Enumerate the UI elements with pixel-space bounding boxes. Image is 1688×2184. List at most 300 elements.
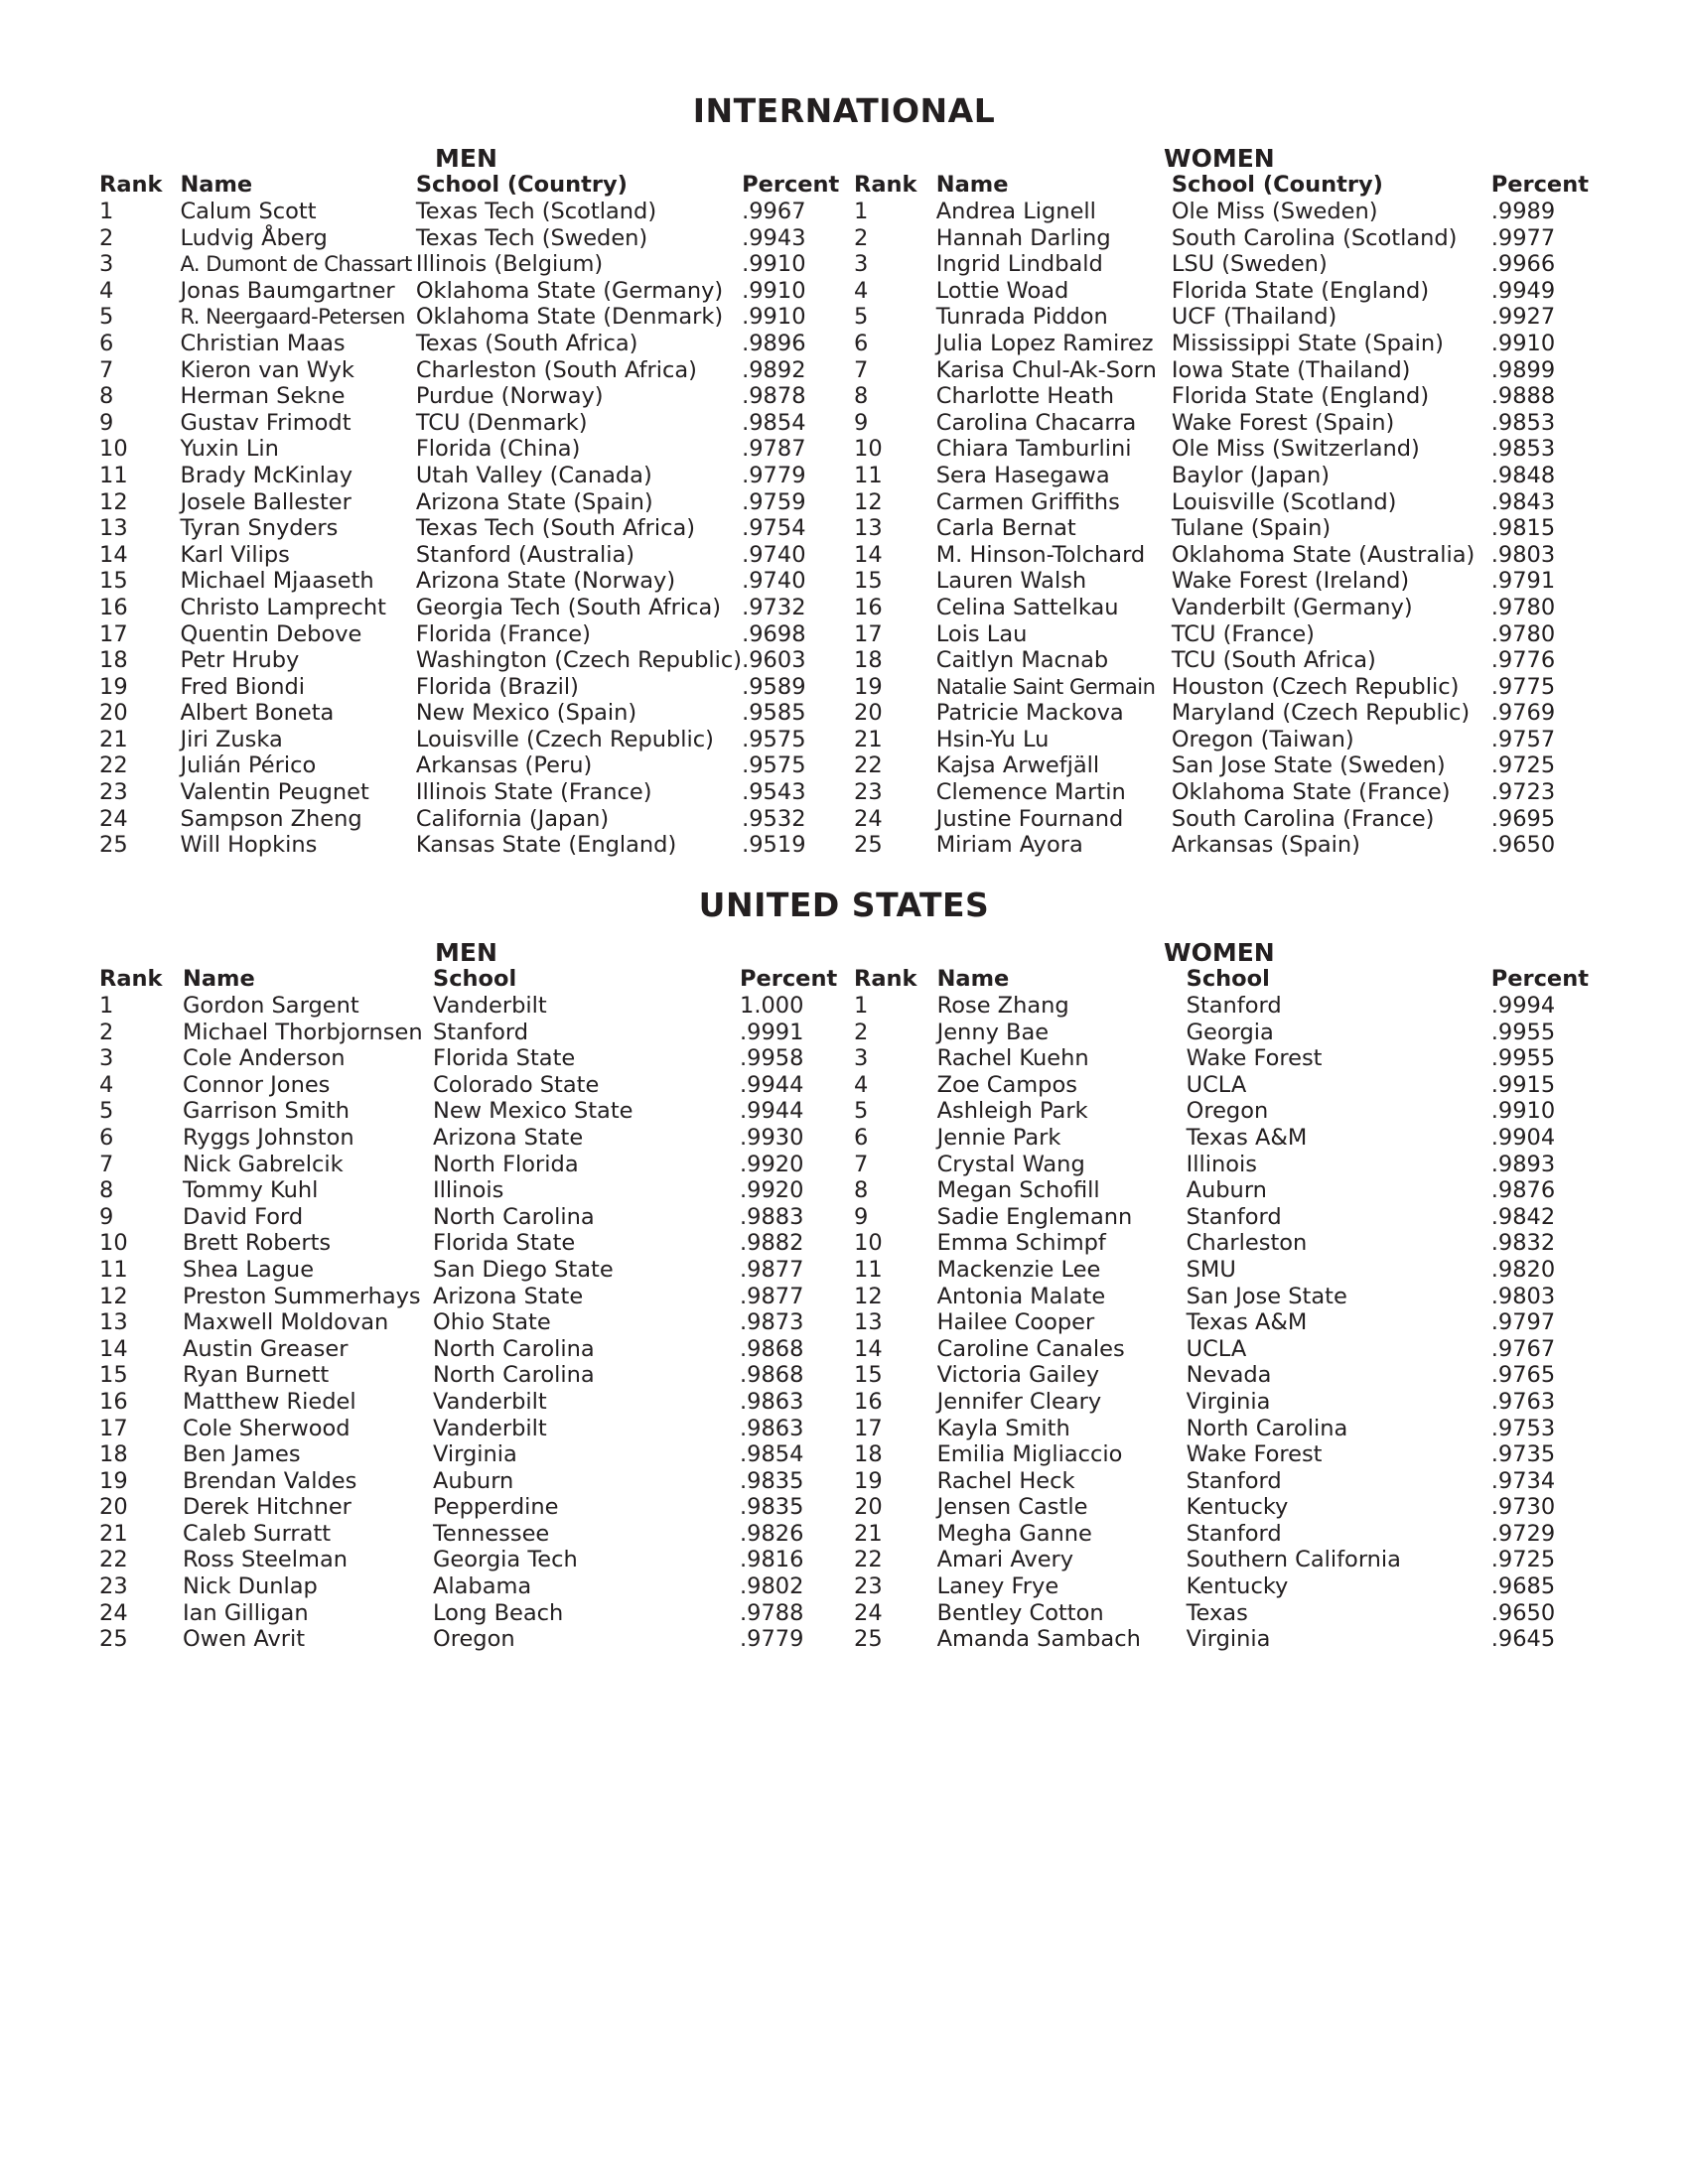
- school-cell: Wake Forest (Spain): [1171, 409, 1395, 436]
- rank-cell: 24: [854, 1599, 883, 1626]
- table-row: [854, 1177, 1589, 1204]
- school-cell: UCF (Thailand): [1171, 304, 1337, 331]
- percent-cell: .9899: [1490, 356, 1556, 383]
- player-name-cell: Ross Steelman: [183, 1547, 348, 1573]
- player-name-cell: Jensen Castle: [936, 1494, 1088, 1521]
- table-row: [99, 463, 854, 489]
- player-name-cell: Connor Jones: [183, 1071, 331, 1098]
- rank-cell: 14: [99, 1335, 128, 1362]
- school-cell: TCU (South Africa): [1171, 647, 1376, 674]
- table-row: [99, 568, 854, 595]
- rank-cell: 23: [99, 779, 128, 806]
- united-states-title: UNITED STATES: [698, 886, 990, 924]
- table-row: [854, 1441, 1589, 1468]
- school-cell: Colorado State: [433, 1071, 600, 1098]
- school-cell: Vanderbilt: [433, 1415, 547, 1441]
- school-cell: North Carolina: [1186, 1415, 1348, 1441]
- percent-cell: .9802: [740, 1573, 804, 1600]
- percent-cell: .9779: [742, 462, 806, 488]
- player-name-cell: Garrison Smith: [183, 1098, 351, 1125]
- school-cell: Vanderbilt: [433, 1388, 547, 1415]
- school-cell: TCU (Denmark): [415, 409, 588, 436]
- percent-cell: .9835: [740, 1494, 804, 1521]
- table-row: [854, 1072, 1589, 1099]
- school-cell: Oklahoma State (France): [1171, 779, 1451, 806]
- international-women-table: [854, 171, 1589, 859]
- table-row: [99, 383, 854, 410]
- table-row: [99, 1389, 854, 1416]
- table-row: [854, 1521, 1589, 1548]
- school-header: School: [433, 966, 517, 992]
- school-cell: Iowa State (Thailand): [1171, 356, 1411, 383]
- percent-cell: .9765: [1490, 1362, 1556, 1389]
- percent-cell: .9868: [740, 1335, 804, 1362]
- rank-cell: 7: [99, 356, 114, 383]
- percent-cell: .9883: [740, 1203, 804, 1230]
- percent-cell: .9910: [742, 251, 806, 278]
- school-cell: Arizona State: [433, 1283, 584, 1309]
- percent-cell: .9877: [740, 1283, 804, 1309]
- player-name-cell: Natalie Saint Germain: [935, 674, 1156, 699]
- rank-cell: 19: [854, 1467, 883, 1494]
- table-row: [854, 1494, 1589, 1521]
- school-cell: San Jose State (Sweden): [1171, 752, 1446, 779]
- percent-cell: .9927: [1490, 304, 1556, 331]
- table-row: [854, 1416, 1589, 1442]
- percent-cell: .9791: [1490, 568, 1556, 595]
- table-row: [854, 383, 1589, 410]
- school-cell: Wake Forest: [1186, 1045, 1323, 1072]
- rank-cell: 18: [854, 1441, 883, 1468]
- rank-cell: 2: [854, 224, 869, 251]
- percent-cell: .9868: [740, 1362, 804, 1389]
- rank-cell: 10: [99, 1230, 128, 1257]
- table-row: [854, 225, 1589, 252]
- rank-cell: 21: [854, 1520, 883, 1547]
- school-cell: Wake Forest (Ireland): [1171, 568, 1410, 595]
- table-row: [854, 1468, 1589, 1495]
- rank-header: Rank: [99, 172, 163, 198]
- school-cell: Baylor (Japan): [1171, 462, 1331, 488]
- rank-cell: 12: [854, 488, 883, 515]
- player-name-cell: Ben James: [183, 1441, 301, 1468]
- united-states-men: [99, 938, 854, 1653]
- rank-cell: 25: [854, 832, 883, 859]
- percent-cell: .9769: [1490, 700, 1556, 727]
- percent-cell: .9788: [740, 1599, 804, 1626]
- player-name-cell: Josele Ballester: [180, 488, 352, 515]
- player-name-cell: Ingrid Lindbald: [935, 251, 1103, 278]
- player-name-cell: Michael Mjaaseth: [180, 568, 374, 595]
- school-cell: Long Beach: [433, 1599, 564, 1626]
- table-row: [99, 1521, 854, 1548]
- percent-cell: .9730: [1490, 1494, 1556, 1521]
- school-cell: San Diego State: [433, 1256, 614, 1283]
- school-cell: Georgia Tech (South Africa): [415, 594, 722, 620]
- table-row: [854, 621, 1589, 648]
- table-row: [99, 1309, 854, 1336]
- percent-cell: .9966: [1490, 251, 1556, 278]
- percent-cell: .9854: [742, 409, 806, 436]
- player-name-cell: Amari Avery: [936, 1547, 1074, 1573]
- school-cell: Arizona State (Spain): [415, 488, 653, 515]
- rank-cell: 15: [854, 1362, 883, 1389]
- table-row: [854, 1098, 1589, 1125]
- rank-cell: 6: [854, 1124, 869, 1151]
- rank-cell: 15: [854, 568, 883, 595]
- rank-cell: 25: [99, 832, 128, 859]
- percent-cell: .9930: [740, 1124, 804, 1151]
- rank-cell: 5: [99, 304, 114, 331]
- table-row: [854, 357, 1589, 384]
- school-cell: Purdue (Norway): [415, 383, 604, 410]
- school-cell: Oklahoma State (Denmark): [415, 304, 724, 331]
- table-row: [854, 779, 1589, 806]
- school-cell: Washington (Czech Republic): [415, 647, 743, 674]
- school-cell: Vanderbilt: [433, 993, 547, 1019]
- school-cell: Kansas State (England): [415, 832, 677, 859]
- table-row: [99, 1204, 854, 1231]
- percent-cell: .9967: [742, 199, 806, 224]
- player-name-cell: Amanda Sambach: [936, 1626, 1141, 1653]
- rank-cell: 10: [854, 1230, 883, 1257]
- international-men: [99, 144, 854, 859]
- rank-cell: 20: [99, 700, 128, 727]
- percent-cell: .9888: [1490, 383, 1556, 410]
- school-cell: South Carolina (France): [1171, 805, 1435, 832]
- table-row: [854, 1045, 1589, 1072]
- table-row: [99, 779, 854, 806]
- rank-cell: 9: [99, 409, 114, 436]
- table-row: [99, 595, 854, 621]
- school-cell: Stanford: [1186, 1203, 1282, 1230]
- school-cell: Arizona State (Norway): [415, 568, 676, 595]
- rank-cell: 22: [854, 1547, 883, 1573]
- percent-cell: .9698: [742, 620, 806, 647]
- rank-cell: 16: [854, 1388, 883, 1415]
- percent-cell: .9650: [1490, 1599, 1556, 1626]
- player-name-cell: Mackenzie Lee: [936, 1256, 1101, 1283]
- school-cell: Ohio State: [433, 1309, 551, 1336]
- table-row: [854, 1626, 1589, 1653]
- school-cell: Wake Forest: [1186, 1441, 1323, 1468]
- rank-cell: 18: [99, 647, 128, 674]
- rank-cell: 12: [99, 488, 128, 515]
- player-name-cell: Cole Sherwood: [183, 1415, 351, 1441]
- table-row: [854, 1230, 1589, 1257]
- percent-cell: .9863: [740, 1415, 804, 1441]
- rank-cell: 11: [854, 1256, 883, 1283]
- school-cell: Southern California: [1186, 1547, 1401, 1573]
- table-row: [854, 595, 1589, 621]
- rank-cell: 17: [854, 1415, 883, 1441]
- player-name-cell: Celina Sattelkau: [935, 594, 1119, 620]
- table-row: [99, 1072, 854, 1099]
- player-name-cell: Owen Avrit: [183, 1626, 306, 1653]
- percent-cell: .9767: [1490, 1335, 1556, 1362]
- player-name-cell: Rachel Heck: [936, 1467, 1075, 1494]
- school-cell: Auburn: [1186, 1177, 1267, 1204]
- school-cell: Oregon: [1186, 1098, 1269, 1125]
- school-cell: Stanford (Australia): [415, 541, 635, 568]
- table-row: [854, 1336, 1589, 1363]
- school-cell: Texas A&M: [1186, 1124, 1308, 1151]
- percent-cell: .9575: [742, 752, 806, 779]
- table-row: [99, 1020, 854, 1046]
- school-cell: Pepperdine: [433, 1494, 559, 1521]
- school-cell: Oregon: [433, 1626, 515, 1653]
- rank-cell: 1: [854, 993, 869, 1019]
- school-cell: Florida State (England): [1171, 277, 1430, 304]
- table-row: [854, 1284, 1589, 1310]
- rank-cell: 19: [854, 673, 883, 700]
- table-row: [854, 304, 1589, 331]
- percent-cell: .9910: [742, 304, 806, 331]
- player-name-cell: Victoria Gailey: [936, 1362, 1100, 1389]
- table-row: [99, 225, 854, 252]
- player-name-cell: Caitlyn Macnab: [935, 647, 1109, 674]
- rank-cell: 2: [854, 1019, 869, 1045]
- name-header: Name: [183, 966, 255, 992]
- percent-cell: .9734: [1490, 1467, 1556, 1494]
- school-cell: Tennessee: [433, 1520, 550, 1547]
- school-cell: Louisville (Czech Republic): [415, 726, 714, 752]
- school-header: School: [1186, 966, 1270, 992]
- percent-cell: .9991: [740, 1019, 804, 1045]
- percent-cell: .9754: [742, 515, 806, 542]
- rank-cell: 10: [99, 436, 128, 463]
- school-cell: Kentucky: [1186, 1494, 1289, 1521]
- rank-cell: 21: [99, 726, 128, 752]
- rank-cell: 24: [99, 805, 128, 832]
- player-name-cell: Lauren Walsh: [935, 568, 1087, 595]
- player-name-cell: Shea Lague: [183, 1256, 315, 1283]
- school-cell: Virginia: [433, 1441, 517, 1468]
- player-name-cell: Brett Roberts: [183, 1230, 332, 1257]
- percent-cell: .9650: [1490, 832, 1556, 859]
- school-cell: Stanford: [1186, 1520, 1282, 1547]
- school-cell: Kentucky: [1186, 1573, 1289, 1600]
- player-name-cell: Emilia Migliaccio: [936, 1441, 1123, 1468]
- school-cell: North Carolina: [433, 1362, 595, 1389]
- rank-cell: 24: [854, 805, 883, 832]
- rank-cell: 11: [99, 1256, 128, 1283]
- school-cell: Texas A&M: [1186, 1309, 1308, 1336]
- player-name-cell: Kieron van Wyk: [180, 356, 354, 383]
- player-name-cell: Andrea Lignell: [935, 199, 1096, 224]
- player-name-cell: Patricie Mackova: [935, 700, 1124, 727]
- player-name-cell: Charlotte Heath: [935, 383, 1115, 410]
- school-cell: Georgia Tech: [433, 1547, 578, 1573]
- rank-cell: 17: [99, 620, 128, 647]
- rank-cell: 21: [99, 1520, 128, 1547]
- table-row: [99, 1600, 854, 1627]
- percent-cell: .9740: [742, 541, 806, 568]
- table-row: [99, 1441, 854, 1468]
- table-row: [99, 1177, 854, 1204]
- header-row: [854, 965, 1589, 993]
- table-row: [854, 647, 1589, 674]
- rank-cell: 9: [854, 409, 869, 436]
- school-cell: Texas Tech (South Africa): [415, 515, 696, 542]
- player-name-cell: Caroline Canales: [936, 1335, 1125, 1362]
- player-name-cell: Derek Hitchner: [183, 1494, 352, 1521]
- rank-cell: 1: [854, 199, 869, 224]
- player-name-cell: Jonas Baumgartner: [180, 277, 395, 304]
- percent-cell: .9763: [1490, 1388, 1556, 1415]
- percent-cell: .9896: [742, 330, 806, 356]
- rank-cell: 12: [854, 1283, 883, 1309]
- school-cell: Houston (Czech Republic): [1171, 673, 1460, 700]
- rank-cell: 6: [99, 330, 114, 356]
- player-name-cell: Carmen Griffiths: [935, 488, 1120, 515]
- player-name-cell: Nick Gabrelcik: [183, 1151, 344, 1177]
- percent-cell: .9603: [742, 647, 806, 674]
- school-cell: Illinois State (France): [415, 779, 652, 806]
- school-cell: North Carolina: [433, 1335, 595, 1362]
- player-name-cell: Michael Thorbjornsen: [183, 1019, 423, 1045]
- table-row: [854, 542, 1589, 569]
- united-states-women-table: [854, 965, 1589, 1653]
- men-label: MEN: [435, 938, 497, 967]
- school-cell: New Mexico State: [433, 1098, 633, 1125]
- school-cell: North Carolina: [433, 1203, 595, 1230]
- rank-cell: 16: [99, 1388, 128, 1415]
- rank-cell: 18: [99, 1441, 128, 1468]
- player-name-cell: M. Hinson-Tolchard: [935, 541, 1146, 568]
- rank-header: Rank: [99, 966, 163, 992]
- player-name-cell: Chiara Tamburlini: [935, 436, 1132, 463]
- player-name-cell: Ryan Burnett: [183, 1362, 330, 1389]
- player-name-cell: Tunrada Piddon: [935, 304, 1108, 331]
- table-row: [99, 1230, 854, 1257]
- table-row: [99, 199, 854, 225]
- percent-cell: .9989: [1490, 199, 1556, 224]
- rank-cell: 1: [99, 199, 114, 224]
- rank-cell: 3: [854, 1045, 869, 1072]
- percent-cell: .9876: [1490, 1177, 1556, 1204]
- rank-cell: 3: [99, 1045, 114, 1072]
- table-row: [99, 357, 854, 384]
- percent-cell: .9835: [740, 1467, 804, 1494]
- rank-cell: 8: [854, 1177, 869, 1204]
- percent-cell: .9955: [1490, 1019, 1556, 1045]
- school-cell: Louisville (Scotland): [1171, 488, 1397, 515]
- table-row: [99, 542, 854, 569]
- percent-cell: .9776: [1490, 647, 1556, 674]
- table-row: [854, 278, 1589, 305]
- table-row: [99, 1416, 854, 1442]
- rank-cell: 22: [99, 1547, 128, 1573]
- player-name-cell: Gordon Sargent: [183, 993, 359, 1019]
- school-cell: Texas Tech (Sweden): [415, 224, 648, 251]
- percent-cell: .9843: [1490, 488, 1556, 515]
- rank-cell: 22: [854, 752, 883, 779]
- school-cell: Texas (South Africa): [415, 330, 638, 356]
- rank-cell: 25: [854, 1626, 883, 1653]
- school-cell: Stanford: [1186, 993, 1282, 1019]
- school-cell: Virginia: [1186, 1626, 1271, 1653]
- rank-cell: 21: [854, 726, 883, 752]
- percent-cell: .9775: [1490, 673, 1556, 700]
- school-cell: Charleston (South Africa): [415, 356, 697, 383]
- player-name-cell: Christian Maas: [180, 330, 346, 356]
- player-name-cell: Justine Fournand: [935, 805, 1124, 832]
- international-rankings: [99, 144, 1589, 859]
- school-cell: Mississippi State (Spain): [1171, 330, 1444, 356]
- rank-cell: 14: [99, 541, 128, 568]
- percent-cell: .9780: [1490, 594, 1556, 620]
- percent-cell: .9848: [1490, 462, 1556, 488]
- percent-cell: .9943: [742, 224, 806, 251]
- player-name-cell: Sampson Zheng: [180, 805, 362, 832]
- percent-cell: .9994: [1490, 993, 1556, 1019]
- percent-cell: .9826: [740, 1520, 804, 1547]
- rank-header: Rank: [854, 172, 917, 198]
- percent-cell: .9803: [1490, 541, 1556, 568]
- percent-cell: .9740: [742, 568, 806, 595]
- player-name-cell: Crystal Wang: [936, 1151, 1085, 1177]
- school-cell: Texas: [1186, 1599, 1248, 1626]
- percent-cell: .9920: [740, 1151, 804, 1177]
- table-row: [854, 1125, 1589, 1152]
- rank-cell: 10: [854, 436, 883, 463]
- percent-cell: .9732: [742, 594, 806, 620]
- school-cell: Florida (Brazil): [415, 673, 579, 700]
- player-name-cell: Bentley Cotton: [936, 1599, 1104, 1626]
- name-header: Name: [935, 172, 1009, 198]
- rank-cell: 14: [854, 541, 883, 568]
- rank-cell: 16: [99, 594, 128, 620]
- percent-header: Percent: [740, 966, 838, 992]
- percent-cell: .9873: [740, 1309, 804, 1336]
- player-name-cell: R. Neergaard-Petersen: [180, 305, 405, 330]
- table-row: [99, 806, 854, 833]
- international-women: [854, 144, 1589, 859]
- player-name-cell: Will Hopkins: [180, 832, 318, 859]
- rank-cell: 1: [99, 993, 114, 1019]
- school-cell: Nevada: [1186, 1362, 1272, 1389]
- percent-cell: .9853: [1490, 436, 1556, 463]
- player-name-cell: Brady McKinlay: [180, 462, 353, 488]
- school-cell: UCLA: [1186, 1335, 1247, 1362]
- rank-cell: 3: [99, 251, 114, 278]
- percent-header: Percent: [1490, 172, 1589, 198]
- rank-cell: 12: [99, 1283, 128, 1309]
- table-row: [99, 251, 854, 278]
- percent-cell: .9729: [1490, 1520, 1556, 1547]
- percent-cell: .9759: [742, 488, 806, 515]
- table-row: [854, 515, 1589, 542]
- player-name-cell: Jiri Zuska: [180, 726, 283, 752]
- percent-cell: 1.000: [740, 993, 804, 1019]
- table-row: [99, 1045, 854, 1072]
- table-row: [854, 568, 1589, 595]
- percent-cell: .9920: [740, 1177, 804, 1204]
- percent-cell: .9725: [1490, 752, 1556, 779]
- percent-cell: .9904: [1490, 1124, 1556, 1151]
- rank-cell: 5: [854, 304, 869, 331]
- school-header: School (Country): [415, 172, 628, 198]
- rank-cell: 7: [854, 1151, 869, 1177]
- school-cell: Oklahoma State (Australia): [1171, 541, 1476, 568]
- percent-cell: .9779: [740, 1626, 804, 1653]
- percent-cell: .9893: [1490, 1151, 1556, 1177]
- percent-cell: .9815: [1490, 515, 1556, 542]
- rank-cell: 19: [99, 673, 128, 700]
- table-row: [99, 1494, 854, 1521]
- player-name-cell: Tyran Snyders: [180, 515, 339, 542]
